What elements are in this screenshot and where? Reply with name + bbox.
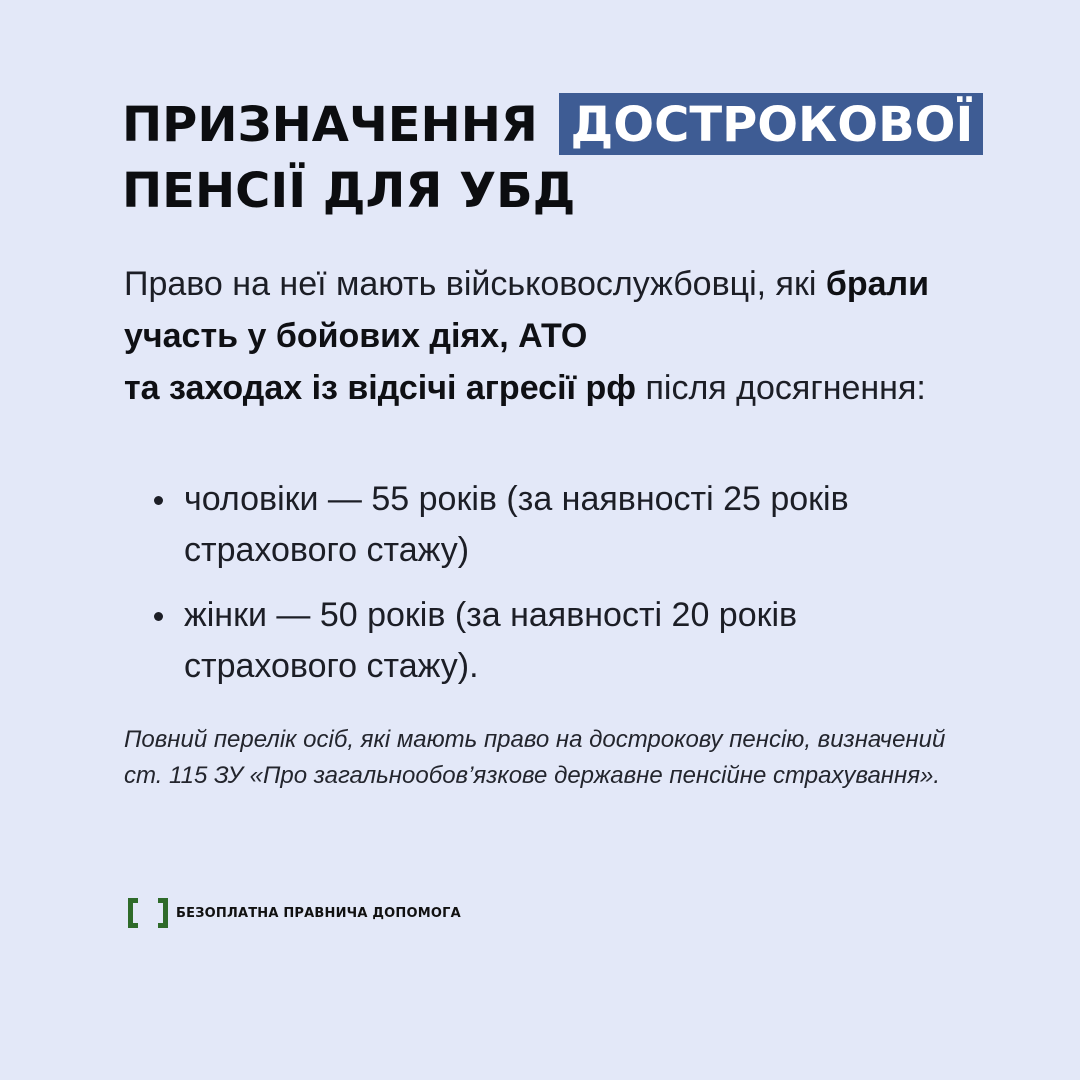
bullet-icon [154, 612, 163, 621]
intro-bold-1: брали участь у бойових діях, АТО [124, 265, 930, 355]
footnote: Повний перелік осіб, які мають право на дострокову пенсію, визначений ст. 115 ЗУ «Про загальнообов’язкове державне пенсійне страхування». [124, 726, 946, 789]
intro-text-2: після досягнення: [636, 369, 926, 407]
list-item [152, 590, 952, 692]
age-list [152, 474, 952, 706]
bullet-icon [154, 496, 163, 505]
title-part1: ПРИЗНАЧЕННЯ [122, 97, 538, 153]
intro-bold-2: та заходах із відсічі агресії рф [124, 369, 637, 407]
brackets-logo-icon [126, 896, 170, 930]
list-item [152, 474, 952, 576]
list-item-text: жінки — 50 років (за наявності 20 років страхового стажу). [184, 596, 798, 685]
title-highlight: ДОСТРОКОВОЇ [559, 93, 984, 155]
title-part2: ПЕНСІЇ ДЛЯ УБД [122, 163, 576, 219]
list-item-text: чоловіки — 55 років (за наявності 25 років страхового стажу) [184, 480, 849, 569]
page-title [122, 92, 1022, 224]
brand-name: БЕЗОПЛАТНА ПРАВНИЧА ДОПОМОГА [176, 905, 461, 921]
intro-text-1: Право на неї мають військовослужбовці, які [124, 265, 826, 303]
footer-brand [126, 896, 461, 930]
intro-paragraph [124, 258, 944, 414]
